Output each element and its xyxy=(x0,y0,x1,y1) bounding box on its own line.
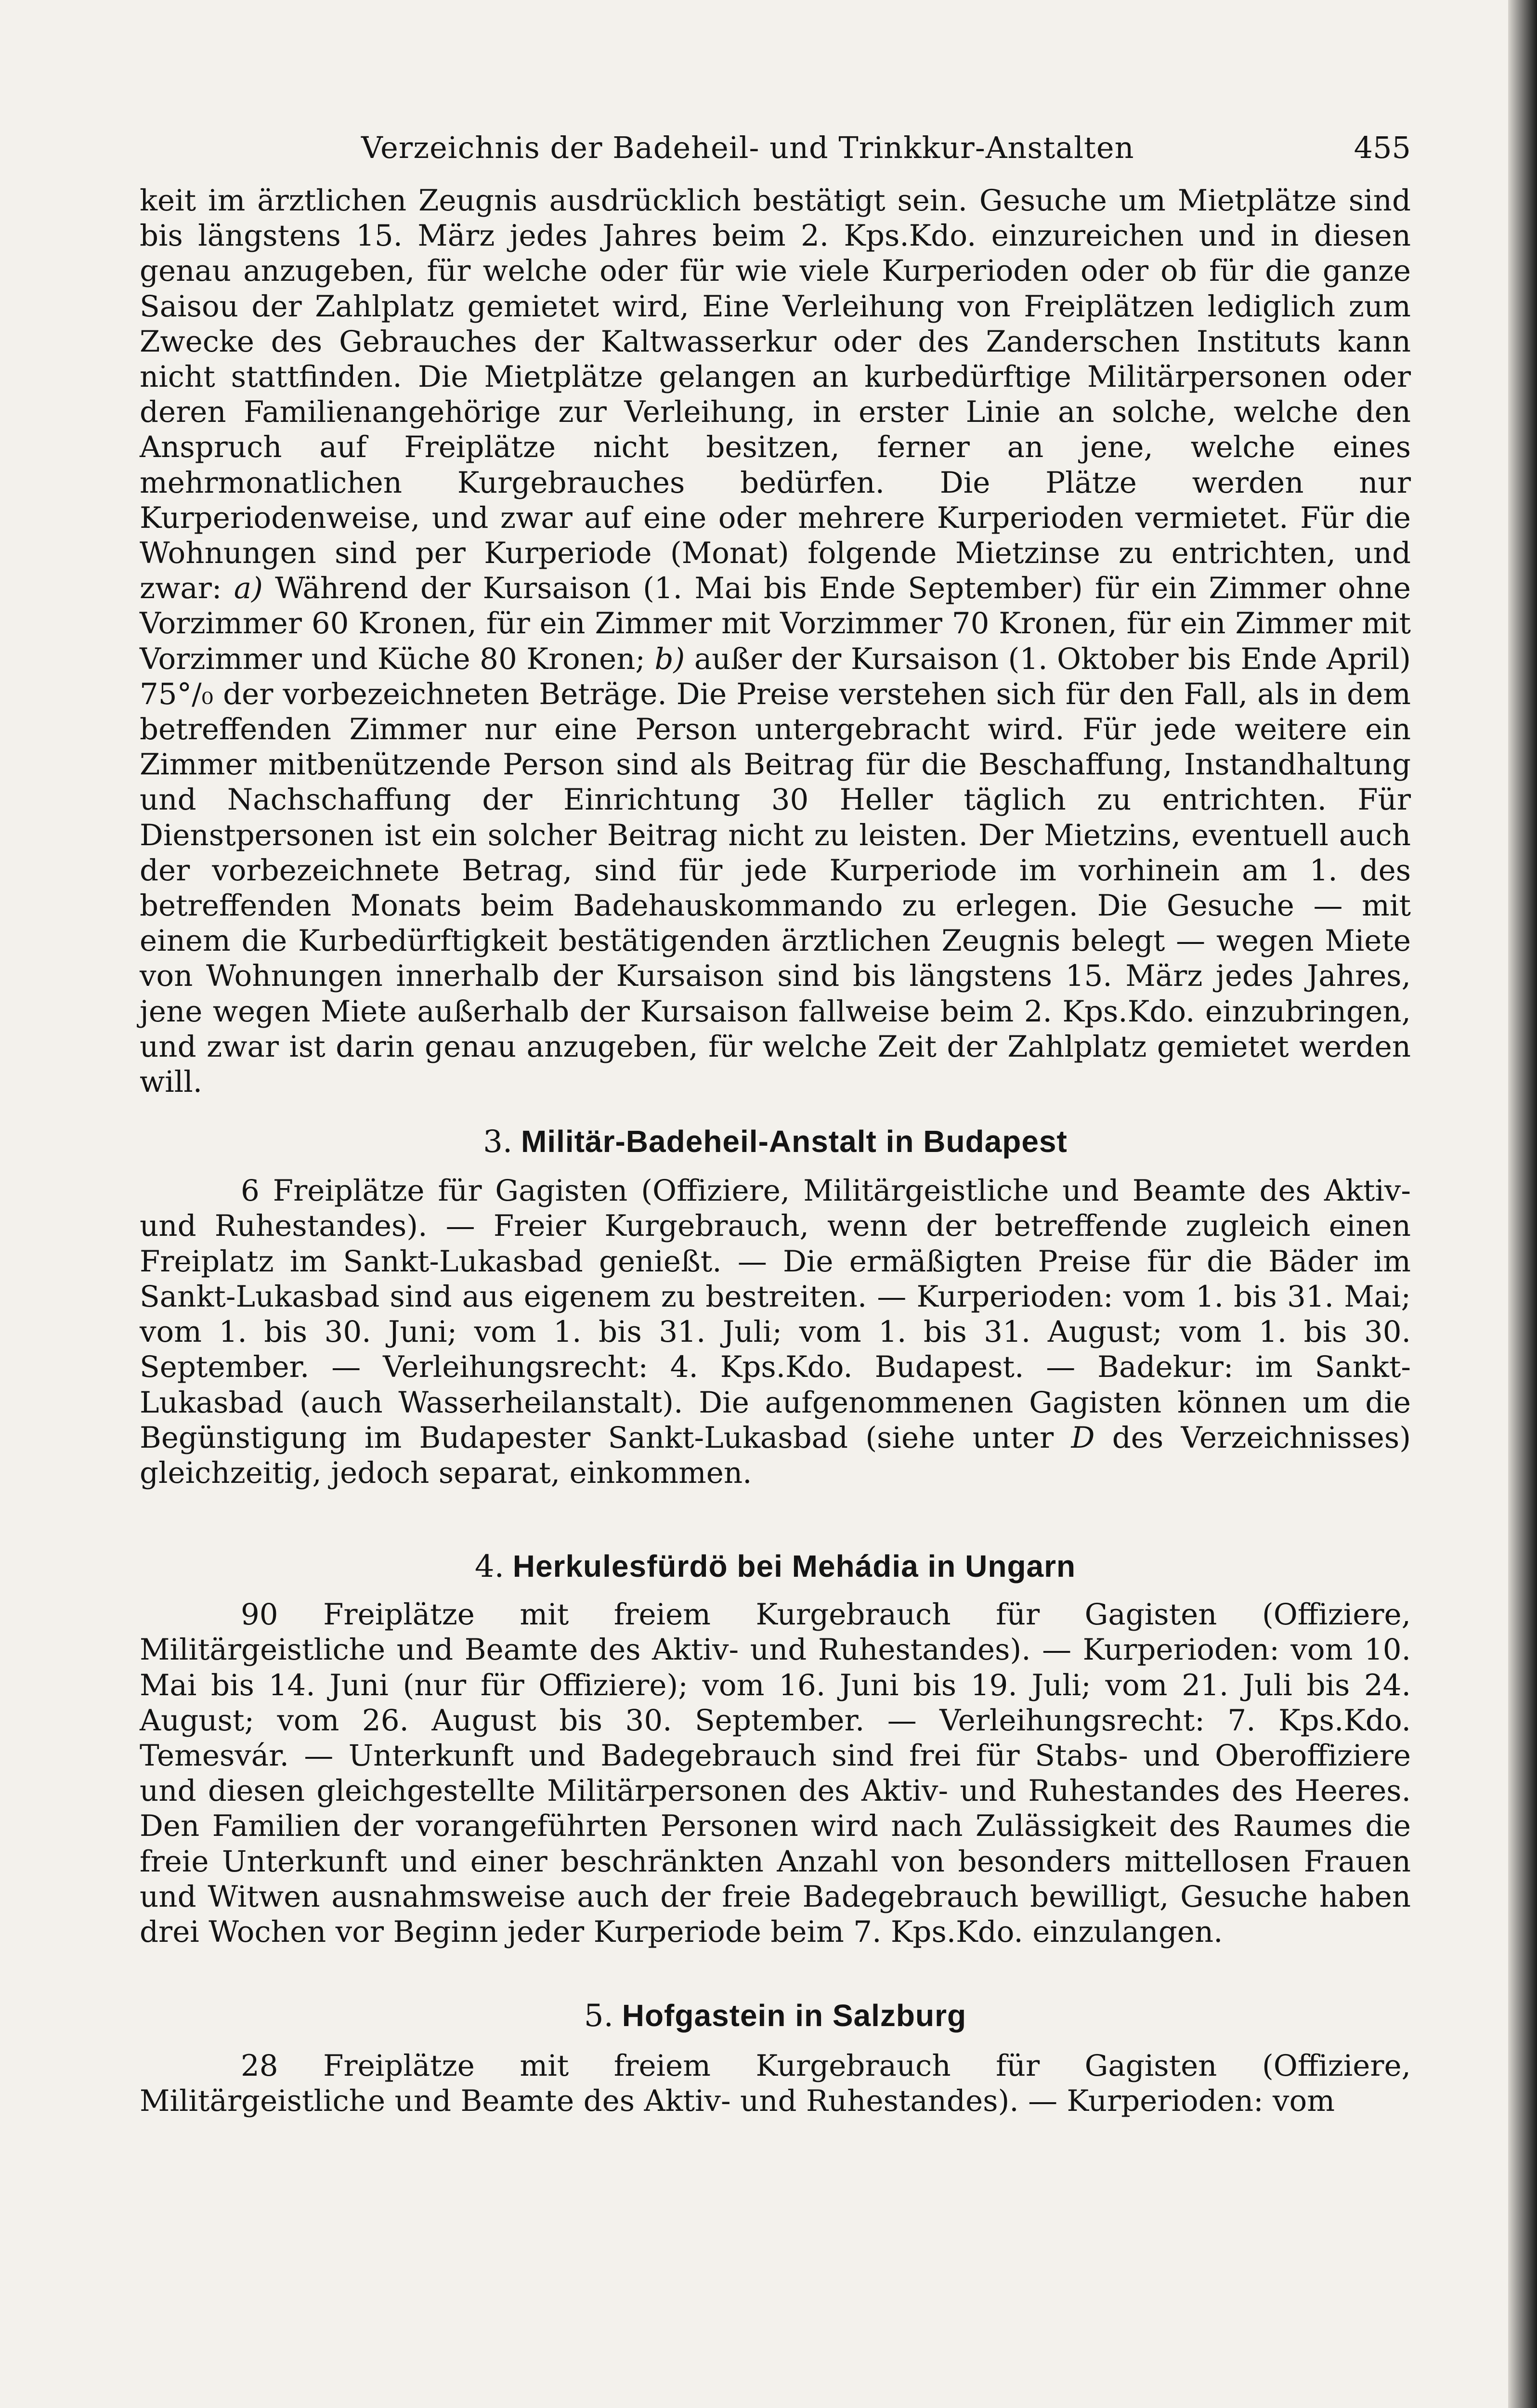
section-paragraph-budapest xyxy=(140,1173,1411,1491)
list-marker-b: b) xyxy=(654,641,685,676)
paragraph-text: 6 Freiplätze für Gagisten (Offiziere, Militärgeistliche und Beamte des Aktiv- und Ruhestandes). — Freier Kurgebrauch, wenn der betreffende zugleich einen Freiplatz im Sankt-Lukasbad genießt. — Die ermäßigten Preise für die Bäder im Sankt-Lukasbad sind aus eigenem zu bestreiten. — Kurperioden: vom 1. bis 31. Mai; vom 1. bis 30. Juni; vom 1. bis 31. Juli; vom 1. bis 31. August; vom 1. bis 30. September. — Verleihungsrecht: 4. Kps.Kdo. Budapest. — Badekur: im Sankt-Lukasbad (auch Wasserheilanstalt). Die aufgenommenen Gagisten können um die Begünstigung im Budapester Sankt-Lukasbad (siehe unter xyxy=(140,1174,1411,1455)
section-heading-budapest xyxy=(140,1124,1411,1160)
section-paragraph-hofgastein: 28 Freiplätze mit freiem Kurgebrauch für Gagisten (Offiziere, Militärgeistliche und Beamte des Aktiv- und Ruhestandes). — Kurperioden: vom xyxy=(140,2049,1411,2119)
page-number: 455 xyxy=(1354,130,1411,165)
continuation-text: keit im ärztlichen Zeugnis ausdrücklich bestätigt sein. Gesuche um Mietplätze sind bis längstens 15. März jedes Jahres beim 2. Kps.Kdo. einzureichen und in diesen genau anzugeben, für welche oder für wie viele Kurperioden oder ob für die ganze Saisou der Zahlplatz gemietet wird, Eine Verleihung von Freiplätzen lediglich zum Zwecke des Gebrauches der Kaltwasserkur oder des Zanderschen Instituts kann nicht stattfinden. Die Mietplätze gelangen an kurbedürftige Militärpersonen oder deren Familienangehörige zur Verleihung, in erster Linie an solche, welche den Anspruch auf Freiplätze nicht besitzen, ferner an jene, welche eines mehrmonatlichen Kurgebrauches bedürfen. Die Plätze werden nur Kurperiodenweise, und zwar auf eine oder mehrere Kurperioden vermietet. Für die Wohnungen sind per Kurperiode (Monat) folgende Mietzinse zu entrichten, und zwar: xyxy=(140,183,1411,606)
section-number: 3. xyxy=(483,1124,513,1160)
book-page xyxy=(140,130,1411,2119)
appendix-letter: D xyxy=(1071,1420,1095,1455)
page-header xyxy=(140,130,1411,183)
section-title: Hofgastein in Salzburg xyxy=(622,1998,967,2033)
rent-off-season-text: außer der Kursaison (1. Oktober bis Ende April) 75°/₀ der vorbezeichneten Beträge. Die Preise verstehen sich für den Fall, als in dem betreffenden Zimmer nur eine Person untergebracht wird. Für jede weitere ein Zimmer mitbenützende Person sind als Beitrag für die Beschaffung, Instandhaltung und Nachschaffung der Einrichtung 30 Heller täglich zu entrichten. Für Dienstpersonen ist ein solcher Beitrag nicht zu leisten. Der Mietzins, eventuell auch der vorbezeichnete Betrag, sind für jede Kurperiode im vorhinein am 1. des betreffenden Monats beim Badehauskommando zu erlegen. Die Gesuche — mit einem die Kurbedürftigkeit bestätigenden ärztlichen Zeugnis belegt — wegen Miete von Wohnungen innerhalb der Kursaison sind bis längstens 15. März jedes Jahres, jene wegen Miete außerhalb der Kursaison fallweise beim 2. Kps.Kdo. einzubringen, und zwar ist darin genau anzugeben, für welche Zeit der Zahlplatz gemietet werden will. xyxy=(140,641,1411,1099)
section-number: 4. xyxy=(474,1549,504,1585)
running-title: Verzeichnis der Badeheil- und Trinkkur-Anstalten xyxy=(361,130,1134,165)
continuation-paragraph xyxy=(140,183,1411,1099)
scan-edge-right xyxy=(1508,0,1537,2408)
section-title: Militär-Badeheil-Anstalt in Budapest xyxy=(521,1124,1068,1159)
section-heading-hofgastein xyxy=(140,1998,1411,2034)
section-number: 5. xyxy=(584,1998,613,2034)
rent-in-season-text: Während der Kursaison (1. Mai bis Ende September) für ein Zimmer ohne Vorzimmer 60 Kronen, für ein Zimmer mit Vorzimmer 70 Kronen, für ein Zimmer mit Vorzimmer und Küche 80 Kronen; xyxy=(140,571,1411,676)
section-paragraph-herkulesfurdo: 90 Freiplätze mit freiem Kurgebrauch für Gagisten (Offiziere, Militärgeistliche und Beamte des Aktiv- und Ruhestandes). — Kurperioden: vom 10. Mai bis 14. Juni (nur für Offiziere); vom 16. Juni bis 19. Juli; vom 21. Juli bis 24. August; vom 26. August bis 30. September. — Verleihungsrecht: 7. Kps.Kdo. Temesvár. — Unterkunft und Badegebrauch sind frei für Stabs- und Oberoffiziere und diesen gleichgestellte Militärpersonen des Aktiv- und Ruhestandes des Heeres. Den Familien der vorangeführten Personen wird nach Zulässigkeit des Raumes die freie Unterkunft und einer beschränkten Anzahl von besonders mittellosen Frauen und Witwen ausnahmsweise auch der freie Badegebrauch bewilligt, Gesuche haben drei Wochen vor Beginn jeder Kurperiode beim 7. Kps.Kdo. einzulangen. xyxy=(140,1597,1411,1949)
section-title: Herkulesfürdö bei Mehádia in Ungarn xyxy=(512,1549,1076,1584)
section-heading-herkulesfurdo xyxy=(140,1548,1411,1584)
paragraph-text-end: des Verzeichnisses) gleichzeitig, jedoch separat, einkommen. xyxy=(140,1420,1411,1490)
list-marker-a: a) xyxy=(234,571,263,606)
